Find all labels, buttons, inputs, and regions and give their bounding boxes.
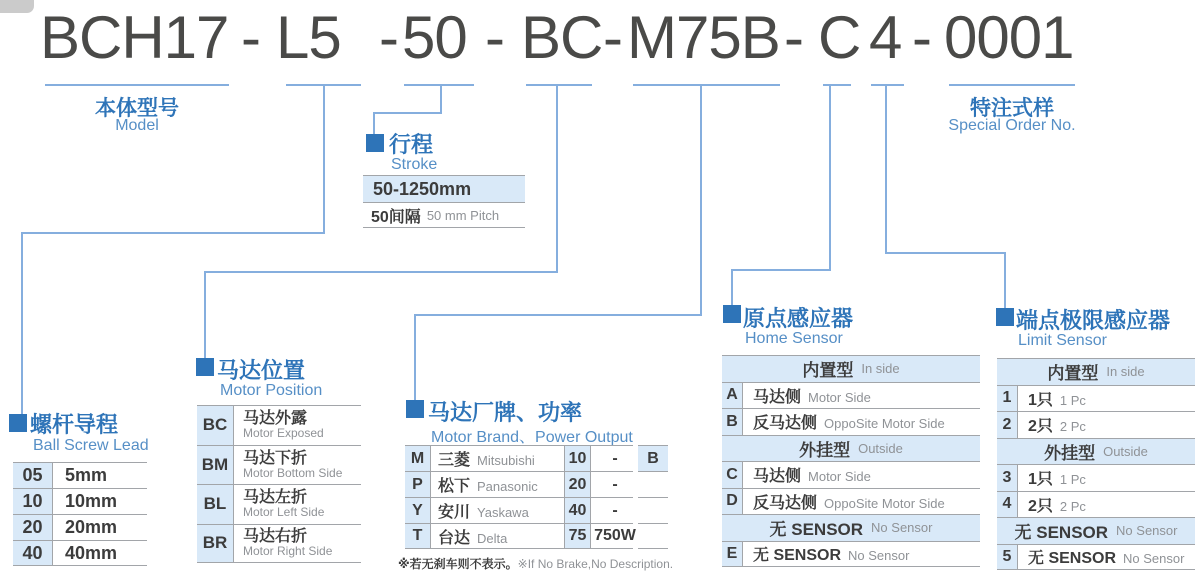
motor-brand-row: [405, 497, 633, 523]
motor-brand-note: [398, 555, 673, 573]
motor-brand-zh: 安川: [438, 504, 471, 521]
motor-position-code-cell: BC: [197, 406, 234, 445]
motor-brand-en: Mitsubishi: [477, 453, 535, 468]
motor-position-zh: 马达左折: [243, 489, 308, 507]
motor-brand-section-marker: [406, 400, 424, 418]
motor-position-row: [197, 405, 361, 445]
model-number-separator: -: [603, 4, 623, 71]
home-sensor-en: OppoSite Motor Side: [824, 495, 945, 511]
home-sensor-group-header: [722, 355, 980, 382]
model-number-separator: -: [912, 4, 932, 71]
home-sensor-value-cell: [743, 542, 980, 565]
limit-sensor-group-header: [997, 438, 1195, 465]
motor-brand-zh: 台达: [438, 529, 471, 547]
model-number-separator: -: [784, 4, 804, 71]
motor-brand-table: [405, 445, 636, 549]
brake-option-value: B: [647, 449, 659, 467]
motor-brand-code-cell: P: [405, 472, 431, 497]
lead-row: [13, 462, 147, 488]
motor-brand-note-zh: ※若无刹车则不表示。: [398, 557, 518, 571]
motor-brand-note-en: ※If No Brake,No Description.: [517, 557, 674, 571]
special-order-label-en: Special Order No.: [948, 117, 1076, 134]
motor-brand-zh: 三菱: [438, 452, 471, 469]
home-sensor-group-header: [722, 514, 980, 541]
home-sensor-zh: 马达侧: [753, 468, 802, 486]
home-sensor-value-cell: [743, 463, 980, 486]
limit-sensor-value-cell: [1018, 466, 1195, 489]
home-sensor-en: OppoSite Motor Side: [824, 416, 945, 432]
home-sensor-zh: 马达侧: [753, 388, 802, 406]
motor-position-title-zh: 马达位置: [217, 358, 306, 383]
home-sensor-en: Motor Side: [808, 389, 871, 405]
lead-row: [13, 540, 147, 566]
motor-power-value-cell: -: [612, 501, 618, 519]
home-sensor-row: [722, 382, 980, 409]
model-number-separator: -: [379, 4, 399, 71]
connector-motor-position-v2: [204, 271, 206, 359]
connector-motor-brand-v2: [414, 314, 416, 402]
home-sensor-code-cell: E: [722, 542, 743, 567]
lead-code-cell: 05: [13, 463, 53, 488]
brake-option-column: [638, 445, 668, 549]
limit-sensor-title-zh: 端点极限感应器: [1016, 308, 1171, 333]
motor-brand-name-cell: [431, 473, 564, 496]
home-sensor-group-zh: 外挂型: [799, 440, 851, 460]
home-sensor-row: [722, 541, 980, 568]
home-sensor-code-cell: C: [722, 462, 743, 488]
home-sensor-value-cell: [743, 384, 980, 407]
motor-position-code-cell: BR: [197, 525, 234, 563]
limit-sensor-title-en: Limit Sensor: [1018, 332, 1107, 349]
connector-stroke-v1: [440, 86, 442, 114]
brake-option-row: [638, 497, 668, 523]
home-sensor-code-cell: D: [722, 489, 743, 515]
limit-sensor-zh: 2只: [1028, 418, 1053, 436]
connector-motor-brand-v1: [700, 86, 702, 316]
model-number-separator: -: [485, 4, 505, 71]
lead-value: 40mm: [65, 542, 118, 563]
connector-lead-h: [21, 232, 325, 234]
model-number-segment-limit-sensor: 4: [869, 4, 902, 71]
lead-value-cell: [53, 491, 147, 512]
stroke-table: [363, 175, 525, 228]
home-sensor-section-marker: [723, 305, 741, 323]
limit-sensor-en: 1 Pc: [1059, 472, 1086, 488]
stroke-pitch-zh: 50间隔: [371, 208, 421, 226]
model-number-segment-home-sensor: C: [818, 4, 861, 71]
model-number-separator: -: [241, 4, 261, 71]
stroke-range: 50-1250mm: [373, 178, 472, 199]
motor-brand-title-zh: 马达厂牌、功率: [428, 400, 583, 425]
connector-stroke-v2: [373, 112, 375, 136]
logo-fragment: [0, 0, 34, 13]
lead-code-cell: 40: [13, 541, 53, 565]
motor-brand-row: [405, 471, 633, 497]
limit-sensor-code-cell: 4: [997, 492, 1018, 518]
underline-motor-position: [526, 84, 592, 86]
home-sensor-en: Motor Side: [808, 469, 871, 485]
limit-sensor-table: [997, 358, 1195, 570]
model-number-segment-stroke: 50: [402, 4, 467, 71]
home-sensor-zh: 无 SENSOR: [753, 547, 842, 565]
motor-position-en: Motor Bottom Side: [243, 465, 343, 480]
underline-motor-brand: [633, 84, 780, 86]
limit-sensor-row: [997, 411, 1195, 438]
limit-sensor-en: 1 Pc: [1059, 392, 1086, 408]
ball-screw-lead-table: [13, 462, 147, 566]
connector-limit-sensor-v1: [885, 86, 887, 254]
motor-position-zh: 马达下折: [243, 449, 308, 467]
stroke-section-marker: [366, 134, 384, 152]
model-number-segment-motor-brand: M75B: [627, 4, 780, 71]
limit-sensor-row: [997, 491, 1195, 518]
limit-sensor-zh: 1只: [1028, 471, 1053, 489]
connector-motor-brand-h: [414, 314, 702, 316]
underline-model: [45, 84, 229, 86]
model-number-segment-model: BCH17: [40, 4, 229, 71]
lead-value-cell: [53, 517, 147, 538]
home-sensor-zh: 反马达侧: [753, 494, 818, 512]
limit-sensor-zh: 1只: [1028, 391, 1053, 409]
motor-brand-name-cell: [431, 525, 564, 548]
motor-position-code-cell: BL: [197, 485, 234, 524]
limit-sensor-en: No Sensor: [1123, 551, 1185, 567]
lead-value-cell: [53, 465, 147, 486]
motor-position-en: Motor Right Side: [243, 544, 333, 559]
home-sensor-row: [722, 408, 980, 435]
model-label-en: Model: [115, 117, 159, 134]
home-sensor-title-zh: 原点感应器: [743, 306, 854, 331]
brake-option-row: [638, 445, 668, 471]
limit-sensor-section-marker: [996, 308, 1014, 326]
home-sensor-title-en: Home Sensor: [745, 330, 843, 347]
model-number-segment-lead: L5: [276, 4, 341, 71]
home-sensor-value-cell: [743, 490, 980, 513]
lead-row: [13, 488, 147, 514]
limit-sensor-group-zh: 内置型: [1047, 364, 1099, 384]
underline-home-sensor: [823, 84, 851, 86]
motor-brand-code-cell: M: [405, 446, 431, 471]
limit-sensor-code-cell: 2: [997, 412, 1018, 438]
motor-position-value-cell: [234, 450, 361, 480]
connector-home-sensor-v2: [731, 269, 733, 307]
limit-sensor-group-en: No Sensor: [1116, 523, 1178, 539]
motor-brand-name-cell: [431, 447, 564, 470]
limit-sensor-value-cell: [1018, 493, 1195, 516]
connector-stroke-h: [373, 112, 442, 114]
home-sensor-group-zh: 内置型: [802, 361, 854, 381]
limit-sensor-zh: 2只: [1028, 497, 1053, 515]
underline-special-order: [949, 84, 1075, 86]
home-sensor-group-en: No Sensor: [871, 520, 933, 536]
limit-sensor-group-zh: 外挂型: [1044, 443, 1096, 463]
motor-power-value-cell: 750W: [594, 527, 636, 544]
home-sensor-code-cell: A: [722, 383, 743, 409]
motor-brand-en: Panasonic: [477, 479, 538, 494]
motor-position-row: [197, 484, 361, 524]
limit-sensor-group-header: [997, 517, 1195, 544]
motor-position-en: Motor Exposed: [243, 426, 324, 441]
brake-option-row: [638, 471, 668, 497]
limit-sensor-row: [997, 464, 1195, 491]
motor-brand-row: [405, 523, 636, 549]
limit-sensor-code-cell: 3: [997, 465, 1018, 491]
motor-power-code-cell: 75: [564, 524, 591, 548]
home-sensor-zh: 反马达侧: [753, 415, 818, 433]
connector-lead-v1: [323, 86, 325, 234]
home-sensor-group-zh: 无 SENSOR: [769, 520, 864, 540]
lead-value: 20mm: [65, 517, 118, 537]
motor-brand-zh: 松下: [438, 478, 471, 495]
underline-stroke: [404, 84, 474, 86]
motor-brand-name-cell: [431, 499, 564, 522]
lead-value-cell: [53, 543, 147, 564]
home-sensor-row: [722, 488, 980, 515]
motor-power-code-cell: 10: [564, 446, 591, 471]
model-number-segment-motor-position: BC: [521, 4, 603, 71]
lead-value: 5mm: [65, 465, 108, 485]
limit-sensor-zh: 无 SENSOR: [1028, 550, 1117, 568]
home-sensor-group-en: In side: [861, 361, 900, 377]
limit-sensor-value-cell: [1018, 545, 1195, 568]
home-sensor-value-cell: [743, 410, 980, 433]
limit-sensor-value-cell: [1018, 413, 1195, 436]
motor-position-section-marker: [196, 358, 214, 376]
motor-power-code-cell: 20: [564, 472, 591, 497]
motor-position-table: [197, 405, 361, 563]
connector-motor-position-h: [204, 271, 558, 273]
connector-motor-position-v1: [556, 86, 558, 273]
ball-screw-lead-title-zh: 螺杆导程: [30, 412, 119, 437]
motor-power-code-cell: 40: [564, 498, 591, 523]
lead-row: [13, 514, 147, 540]
lead-code-cell: 10: [13, 489, 53, 514]
motor-position-zh: 马达外露: [243, 410, 308, 428]
stroke-title-en: Stroke: [391, 156, 438, 173]
special-order-label-zh: 特注式样: [970, 97, 1054, 120]
motor-position-value-cell: [234, 528, 361, 558]
connector-home-sensor-h: [731, 269, 831, 271]
motor-power-value-cell: -: [612, 475, 618, 493]
limit-sensor-row: [997, 544, 1195, 571]
home-sensor-row: [722, 461, 980, 488]
motor-position-title-en: Motor Position: [220, 382, 323, 399]
limit-sensor-group-zh: 无 SENSOR: [1014, 523, 1109, 543]
limit-sensor-row: [997, 385, 1195, 412]
motor-position-row: [197, 524, 361, 564]
home-sensor-en: No Sensor: [848, 548, 910, 564]
home-sensor-code-cell: B: [722, 409, 743, 435]
limit-sensor-en: 2 Pc: [1059, 498, 1086, 514]
connector-limit-sensor-h: [885, 252, 1006, 254]
motor-position-value-cell: [234, 489, 361, 519]
motor-position-zh: 马达右折: [243, 528, 308, 546]
model-number-segment-special-order: 0001: [944, 4, 1074, 71]
motor-brand-title-en: Motor Brand、Power Output: [431, 429, 633, 446]
stroke-pitch-en: 50 mm Pitch: [426, 207, 500, 223]
limit-sensor-group-en: In side: [1106, 364, 1145, 380]
brake-option-row: [638, 523, 668, 549]
lead-value: 10mm: [65, 491, 118, 511]
model-label-zh: 本体型号: [95, 97, 179, 120]
motor-position-row: [197, 445, 361, 485]
limit-sensor-group-header: [997, 358, 1195, 385]
limit-sensor-code-cell: 1: [997, 386, 1018, 412]
motor-brand-code-cell: T: [405, 524, 431, 548]
motor-power-value-cell: -: [612, 449, 618, 467]
limit-sensor-en: 2 Pc: [1059, 419, 1086, 435]
ball-screw-lead-section-marker: [9, 414, 27, 432]
motor-brand-en: Yaskawa: [477, 505, 529, 520]
connector-lead-v2: [21, 232, 23, 415]
lead-code-cell: 20: [13, 515, 53, 540]
motor-position-en: Motor Left Side: [243, 505, 325, 520]
home-sensor-group-header: [722, 435, 980, 462]
motor-brand-code-cell: Y: [405, 498, 431, 523]
stroke-pitch-row: [363, 202, 525, 228]
home-sensor-group-en: Outside: [858, 440, 903, 456]
ball-screw-lead-title-en: Ball Screw Lead: [33, 437, 149, 454]
stroke-range-row: [363, 175, 525, 202]
motor-brand-en: Delta: [477, 530, 508, 546]
limit-sensor-code-cell: 5: [997, 545, 1018, 570]
limit-sensor-value-cell: [1018, 387, 1195, 410]
stroke-title-zh: 行程: [389, 132, 434, 157]
motor-brand-row: [405, 445, 633, 471]
connector-limit-sensor-v2: [1004, 252, 1006, 310]
underline-limit-sensor: [871, 84, 904, 86]
motor-position-code-cell: BM: [197, 446, 234, 485]
motor-position-value-cell: [234, 410, 361, 440]
home-sensor-table: [722, 355, 980, 567]
limit-sensor-group-en: Outside: [1103, 443, 1148, 459]
connector-home-sensor-v1: [829, 86, 831, 271]
